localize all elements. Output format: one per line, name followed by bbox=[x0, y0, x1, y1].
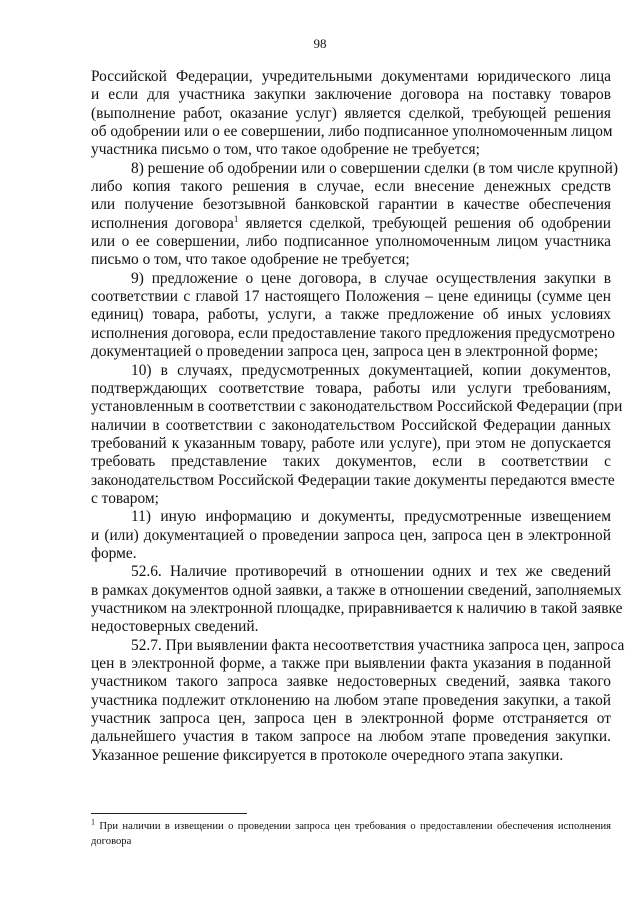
text-line: об одобрении или о ее совершении, либо подписанное уполномоченным лицом bbox=[91, 123, 613, 141]
text-line: форме. bbox=[91, 544, 137, 562]
text-line: наличии в соответствии с законодательством Российской Федерации данных bbox=[91, 416, 611, 434]
item-8-line: 8) решение об одобрении или о совершении сделки (в том числе крупной) bbox=[131, 159, 618, 177]
text-line: Российской Федерации, учредительными документами юридического лица bbox=[91, 68, 611, 85]
text-line: в рамках документов одной заявки, а также в отношении сведений, заполняемых bbox=[91, 581, 622, 599]
footnote-line: договора bbox=[91, 836, 132, 847]
text-line: единиц) товара, работы, услуги, а также предложение об иных условиях bbox=[91, 306, 611, 324]
item-9-line: 9) предложение о цене договора, в случае осуществления закупки в bbox=[131, 269, 611, 287]
text-line: и если для участника закупки заключение договора на поставку товаров bbox=[91, 86, 611, 104]
text-line: установленным в соответствии с законодательством Российской Федерации (при bbox=[91, 398, 623, 416]
document-body bbox=[91, 68, 625, 765]
text-line: документацией о проведении запроса цен, запроса цен в электронной форме; bbox=[91, 343, 599, 361]
footnote-marker: 1 bbox=[91, 817, 95, 827]
text-line: либо копия такого решения в случае, если внесение денежных средств bbox=[91, 178, 611, 196]
footnote-ref-line bbox=[91, 215, 611, 233]
text-line: соответствии с главой 17 настоящего Положения – цене единицы (сумме цен bbox=[91, 288, 611, 306]
text-line: с товаром; bbox=[91, 489, 159, 507]
text-line: участника подлежит отклонению на любом этапе проведения закупки, а такой bbox=[91, 691, 611, 709]
page-number: 98 bbox=[313, 36, 327, 51]
text-line: требовать представление таких документов, если в соответствии с bbox=[91, 453, 611, 471]
text-line: участником такого запроса заявке недостоверных сведений, заявка такого bbox=[91, 673, 611, 691]
text-line: подтверждающих соответствие товара, работы или услуги требованиям, bbox=[91, 379, 611, 397]
clause-52-6-line: 52.6. Наличие противоречий в отношении одних и тех же сведений bbox=[131, 563, 611, 581]
text-line: (выполнение работ, оказание услуг) является сделкой, требующей решения bbox=[91, 104, 611, 122]
text-line: участник запроса цен, запроса цен в электронной форме отстраняется от bbox=[91, 710, 611, 728]
footnote-line bbox=[91, 819, 611, 834]
text-line: исполнения договора, если предоставление такого предложения предусмотрено bbox=[91, 324, 615, 342]
text-line: участником на электронной площадке, приравнивается к наличию в такой заявке bbox=[91, 599, 623, 617]
clause-52-7-line: 52.7. При выявлении факта несоответствия участника запроса цен, запроса bbox=[131, 636, 625, 654]
text-fragment: является сделкой, требующей решения об одобрении bbox=[245, 214, 611, 232]
text-line: или о ее совершении, либо подписанное уполномоченным лицом участника bbox=[91, 233, 611, 251]
footnote-ref: 1 bbox=[233, 213, 239, 224]
text-line: Указанное решение фиксируется в протоколе очередного этапа закупки. bbox=[91, 746, 564, 764]
footnote-text: При наличии в извещении о проведении запроса цен требования о предоставлении обеспечения исполнения bbox=[99, 821, 611, 832]
text-line: письмо о том, что такое одобрение не требуется; bbox=[91, 251, 410, 269]
item-11-line: 11) иную информацию и документы, предусмотренные извещением bbox=[131, 508, 611, 526]
footnote bbox=[91, 819, 611, 849]
text-line: цен в электронной форме, а также при выявлении факта указания в поданной bbox=[91, 655, 611, 672]
text-line: законодательством Российской Федерации такие документы передаются вместе bbox=[91, 471, 615, 489]
text-line: и (или) документацией о проведении запроса цен, запроса цен в электронной bbox=[91, 526, 611, 544]
item-10-line: 10) в случаях, предусмотренных документацией, копии документов, bbox=[131, 361, 611, 379]
text-line: участника письмо о том, что такое одобрение не требуется; bbox=[91, 141, 480, 159]
text-line: недостоверных сведений. bbox=[91, 618, 259, 636]
text-line: дальнейшего участия в таком запросе на любом этапе проведения закупки. bbox=[91, 728, 611, 746]
footnote-separator bbox=[91, 813, 247, 814]
text-fragment: исполнения договора bbox=[91, 214, 234, 232]
text-line: или получение безотзывной банковской гарантии в качестве обеспечения bbox=[91, 196, 611, 214]
text-line: требований к указанным товару, работе или услуге), при этом не допускается bbox=[91, 434, 611, 452]
